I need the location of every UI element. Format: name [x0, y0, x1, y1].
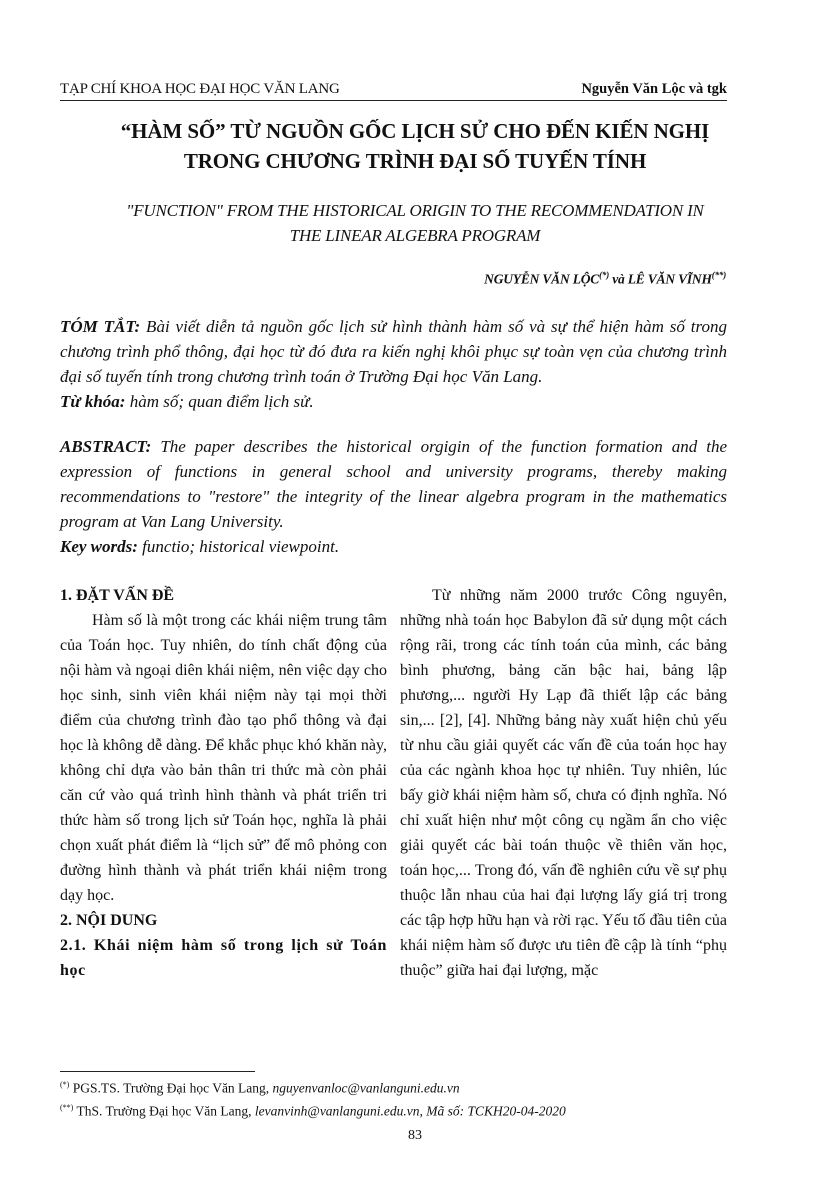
author-1-mark: (*) — [599, 270, 610, 280]
running-author: Nguyễn Văn Lộc và tgk — [581, 81, 727, 97]
english-title-line-2: THE LINEAR ALGEBRA PROGRAM — [289, 226, 541, 245]
footnote-1-mark: (*) — [60, 1080, 70, 1089]
author-conjunction: và — [609, 271, 628, 287]
page-number: 83 — [408, 1128, 422, 1143]
en-abstract-text: The paper describes the historical orgigin of the function formation and the expression of functions in general school and university programs, thereby making recommendations to "restore" the integrity of the linear algebra program in the mathematics program at Van Lang University. — [60, 437, 727, 531]
left-column — [60, 583, 387, 983]
en-keywords-label: Key words: — [60, 537, 138, 556]
english-abstract — [60, 434, 727, 559]
author-2-mark: (**) — [711, 270, 726, 280]
title-line-2: TRONG CHƯƠNG TRÌNH ĐẠI SỐ TUYẾN TÍNH — [183, 149, 647, 173]
article-title — [40, 116, 790, 176]
en-abstract-label: ABSTRACT: — [60, 437, 152, 456]
footnote-2-extra: , Mã số: TCKH20-04-2020 — [419, 1103, 566, 1118]
footnote-rule — [60, 1071, 255, 1072]
vi-abstract-label: TÓM TẮT: — [60, 317, 141, 336]
right-column-paragraph: Từ những năm 2000 trước Công nguyên, những nhà toán học Babylon đã sử dụng một cách rộng rãi, trong các tính toán của mình, các bảng bình phương, bảng căn bậc hai, bảng lập phương,... người Hy Lạp đã thiết lập các bảng sin,... [2], [4]. Những bảng này xuất hiện chủ yếu từ nhu cầu giải quyết các vấn đề của toán học hay của các ngành khoa học tự nhiên. Tuy nhiên, lúc bấy giờ khái niệm hàm số, chưa có định nghĩa. Nó chỉ xuất hiện như một công cụ ngầm ẩn cho việc giải quyết các bài toán thuộc về thiên văn học, toán học,... Trong đó, vấn đề nghiên cứu về sự phụ thuộc lẫn nhau của hai đại lượng lấy giá trị trong các tập hợp hữu hạn và rời rạc. Yếu tố đầu tiên của khái niệm hàm số được ưu tiên đề cập là tính “phụ thuộc” giữa hai đại lượng, mặc — [400, 587, 727, 979]
vi-keywords: hàm số; quan điểm lịch sử. — [125, 392, 314, 411]
footnote-1-email: nguyenvanloc@vanlanguni.edu.vn — [272, 1080, 460, 1096]
footnote-2 — [60, 1098, 566, 1121]
section-1-paragraph: Hàm số là một trong các khái niệm trung tâm của Toán học. Tuy nhiên, do tính chất động của nội hàm và ngoại diên khái niệm, nên việc dạy cho học sinh, sinh viên khái niệm này tại mọi thời điểm của chương trình đào tạo phổ thông và đại học là không dễ dàng. Để khắc phục khó khăn này, không chỉ dựa vào bản thân tri thức mà còn phải căn cứ vào quá trình hình thành và phát triển tri thức hàm số trong lịch sử Toán học, nghĩa là phải chọn xuất phát điểm là “lịch sử” để mô phỏng con đường hình thành và phát triển khái niệm trong dạy học. — [60, 612, 387, 904]
footnote-2-mark: (**) — [60, 1102, 74, 1112]
author-line — [484, 270, 726, 288]
author-2: LÊ VĂN VĨNH — [627, 271, 712, 287]
right-column — [400, 583, 727, 983]
author-1: NGUYỄN VĂN LỘC — [484, 271, 600, 287]
vietnamese-abstract — [60, 314, 727, 414]
footnote-2-email: levanvinh@vanlanguni.edu.vn — [254, 1103, 420, 1118]
footnote-1-text: PGS.TS. Trường Đại học Văn Lang, — [69, 1080, 273, 1096]
title-line-1: “HÀM SỐ” TỪ NGUỒN GỐC LỊCH SỬ CHO ĐẾN KIẾN NGHỊ — [120, 119, 710, 143]
footnote-2-text: ThS. Trường Đại học Văn Lang, — [73, 1103, 255, 1118]
section-2-1-heading: 2.1. Khái niệm hàm số trong lịch sử Toán học — [60, 937, 387, 979]
section-1-heading: 1. ĐẶT VẤN ĐỀ — [60, 587, 175, 604]
section-2-heading: 2. NỘI DUNG — [60, 912, 158, 929]
footnote-1 — [60, 1075, 566, 1098]
footnotes — [60, 1075, 566, 1120]
running-header — [60, 78, 727, 101]
english-title — [40, 198, 790, 248]
vi-keywords-label: Từ khóa: — [60, 392, 126, 411]
vi-abstract-text: Bài viết diễn tả nguồn gốc lịch sử hình thành hàm số và sự thể hiện hàm số trong chương trình phổ thông, đại học từ đó đưa ra kiến nghị khôi phục sự toàn vẹn của chương trình đại số tuyến tính trong chương trình toán ở Trường Đại học Văn Lang. — [60, 317, 727, 386]
journal-name: TẠP CHÍ KHOA HỌC ĐẠI HỌC VĂN LANG — [60, 81, 340, 97]
english-title-line-1: "FUNCTION" FROM THE HISTORICAL ORIGIN TO THE RECOMMENDATION IN — [126, 201, 704, 220]
en-keywords: functio; historical viewpoint. — [137, 537, 340, 556]
